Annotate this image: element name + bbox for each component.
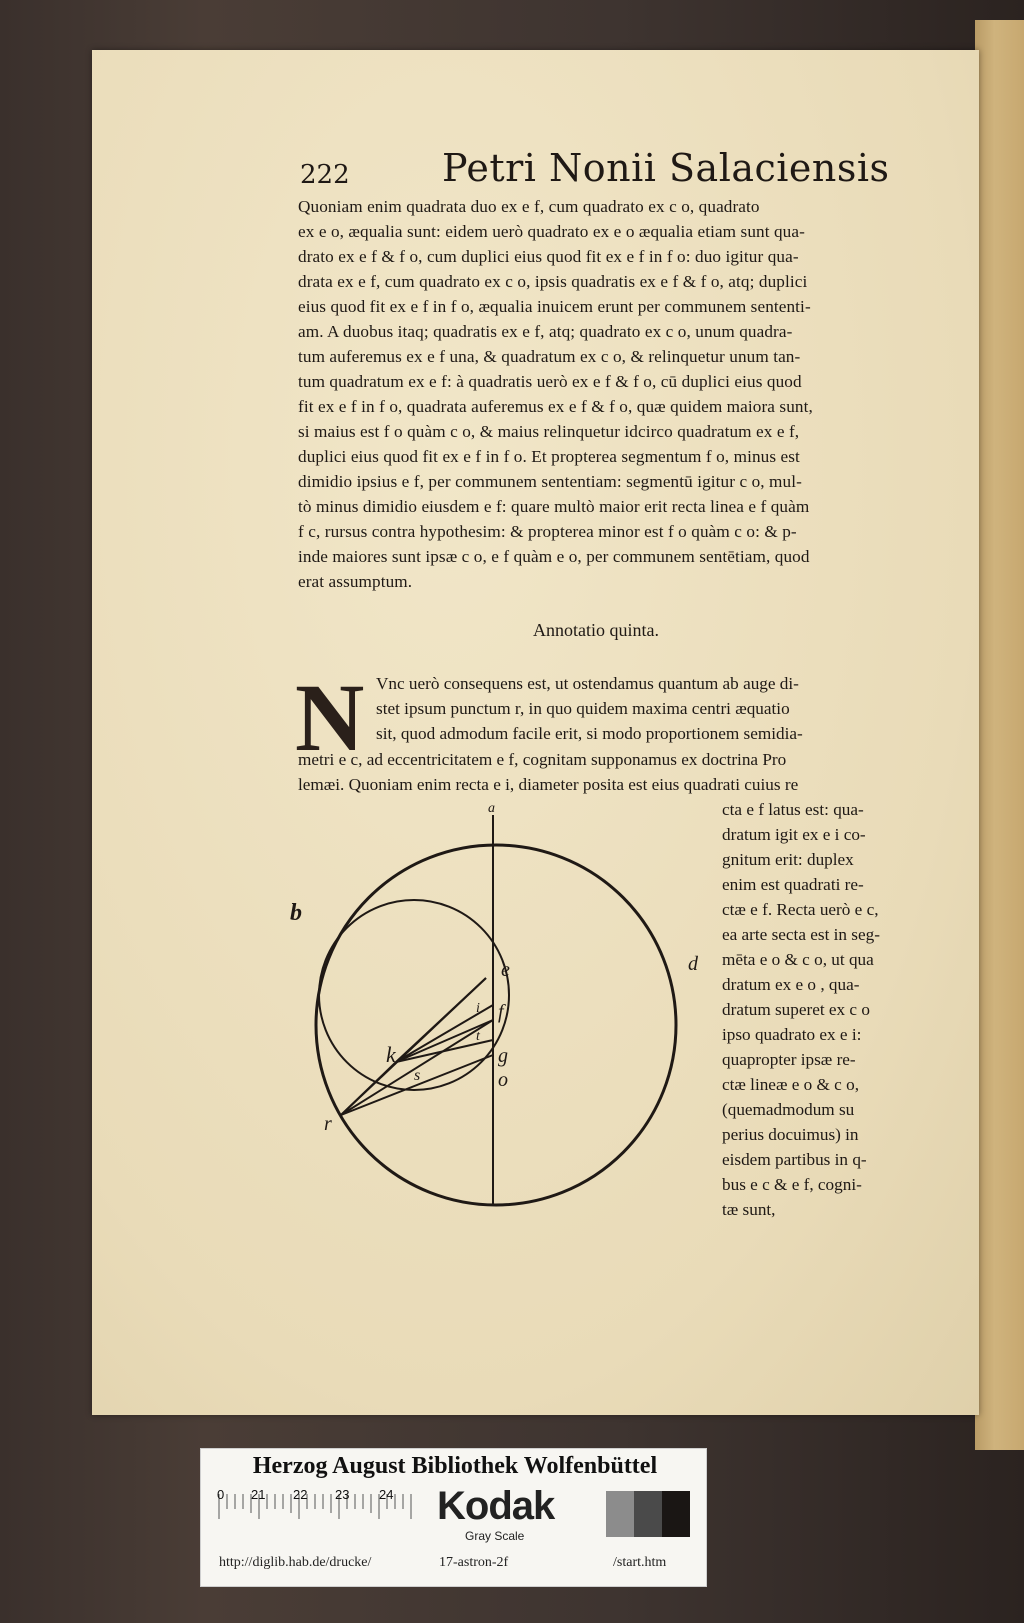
body-line: tum auferemus ex e f una, & quadratum ex c o, & relinquetur unum tan- [298, 347, 801, 366]
gray-scale-label: Gray Scale [465, 1529, 525, 1543]
label-d: d [688, 953, 698, 975]
side-line: ipso quadrato ex e i: [722, 1025, 862, 1044]
side-line: perius docuimus) in [722, 1125, 859, 1144]
body-line: eius quod fit ex e f in f o, æqualia inuicem erunt per communem sententi- [298, 297, 811, 316]
running-head: Petri Nonii Salaciensis [442, 146, 890, 190]
side-line: eisdem partibus in q- [722, 1150, 867, 1169]
side-line: dratum superet ex c o [722, 1000, 870, 1019]
side-line: dratum ex e o , qua- [722, 975, 860, 994]
library-name: Herzog August Bibliothek Wolfenbüttel [252, 1453, 658, 1479]
page-number: 222 [300, 160, 350, 190]
body-line: duplici eius quod fit ex e f in f o. Et propterea segmentum f o, minus est [298, 447, 800, 466]
label-k: k [386, 1042, 396, 1067]
line-k-e [396, 978, 486, 1062]
body-line: dimidio ipsius e f, per communem sententiam: segmentū igitur c o, mul- [298, 472, 802, 491]
side-line: ctæ lineæ e o & c o, [722, 1075, 859, 1094]
side-line: quapropter ipsæ re- [722, 1050, 856, 1069]
side-line: ctæ e f. Recta uerò e c, [722, 900, 879, 919]
side-line: (quemadmodum su [722, 1100, 855, 1119]
geometric-diagram [290, 800, 706, 1230]
label-t: t [476, 1029, 480, 1044]
label-i: i [476, 1001, 480, 1016]
side-line: enim est quadrati re- [722, 875, 864, 894]
line-r-k [341, 1062, 396, 1115]
intro-line: metri e c, ad eccentricitatem e f, cognitam supponamus ex doctrina Pro [298, 750, 787, 769]
section-heading: Annotatio quinta. [533, 620, 659, 640]
body-line: tum quadratum ex e f: à quadratis uerò ex e f & f o, cū duplici eius quod [298, 372, 802, 391]
body-line: drata ex e f, cum quadrato ex c o, ipsis quadratis ex e f & f o, atq; duplici [298, 272, 808, 291]
ruler-label: 0 [217, 1487, 225, 1502]
drop-cap: N [295, 664, 365, 771]
ruler-label: 22 [293, 1487, 308, 1502]
label-e: e [501, 959, 510, 981]
body-line: drato ex e f & f o, cum duplici eius quod fit ex e f in f o: duo igitur qua- [298, 247, 799, 266]
body-line: tò minus dimidio eiusdem e f: quare multò maior erit recta linea e f quàm [298, 497, 810, 516]
side-line: cta e f latus est: qua- [722, 800, 864, 819]
kodak-logo: Kodak [437, 1484, 555, 1528]
label-r: r [324, 1113, 332, 1135]
label-f: f [498, 1001, 504, 1023]
scan-target-card [200, 1448, 707, 1587]
gray-scale-swatches [606, 1491, 690, 1537]
body-line: inde maiores sunt ipsæ c o, e f quàm e o, per communem sentētiam, quod [298, 547, 810, 566]
body-line: f c, rursus contra hypothesim: & propterea minor est f o quàm c o: & p- [298, 522, 797, 541]
ruler-label: 21 [251, 1487, 266, 1502]
side-line: mēta e o & c o, ut qua [722, 950, 874, 969]
side-line: bus e c & e f, cogni- [722, 1175, 862, 1194]
side-line: tæ sunt, [722, 1200, 776, 1219]
side-line: dratum igit ex e i co- [722, 825, 866, 844]
url-right: /start.htm [613, 1555, 667, 1570]
intro-line: sit, quod admodum facile erit, si modo proportionem semidia- [376, 724, 803, 743]
intro-line: lemæi. Quoniam enim recta e i, diameter posita est eius quadrati cuius re [298, 775, 799, 794]
body-line: si maius est f o quàm c o, & maius relinquetur idcirco quadratum ex e f, [298, 422, 800, 441]
label-o: o [498, 1069, 508, 1091]
inner-circle [319, 900, 509, 1090]
intro-line: Vnc uerò consequens est, ut ostendamus quantum ab auge di- [376, 674, 799, 693]
label-a: a [488, 801, 495, 816]
label-g: g [498, 1045, 508, 1067]
body-line: Quoniam enim quadrata duo ex e f, cum quadrato ex c o, quadrato [298, 197, 760, 216]
body-line: am. A duobus itaq; quadratis ex e f, atq; quadrato ex c o, unum quadra- [298, 322, 793, 341]
body-line: fit ex e f in f o, quadrata auferemus ex e f & f o, quæ quidem maiora sunt, [298, 397, 813, 416]
side-line: gnitum erit: duplex [722, 850, 854, 869]
side-line: ea arte secta est in seg- [722, 925, 880, 944]
eccentric-circle [316, 845, 676, 1205]
line-r-g [341, 1055, 493, 1115]
label-s: s [414, 1067, 421, 1084]
ruler-label: 23 [335, 1487, 350, 1502]
body-line: ex e o, æqualia sunt: eidem uerò quadrato ex e o æqualia etiam sunt qua- [298, 222, 805, 241]
ruler-label: 24 [379, 1487, 394, 1502]
adjacent-page-edge [975, 20, 1024, 1450]
url-left: http://diglib.hab.de/drucke/ [219, 1555, 372, 1570]
intro-line: stet ipsum punctum r, in quo quidem maxima centri æquatio [376, 699, 790, 718]
label-b: b [290, 900, 302, 926]
url-mid: 17-astron-2f [439, 1555, 509, 1570]
body-line: erat assumptum. [298, 572, 413, 591]
